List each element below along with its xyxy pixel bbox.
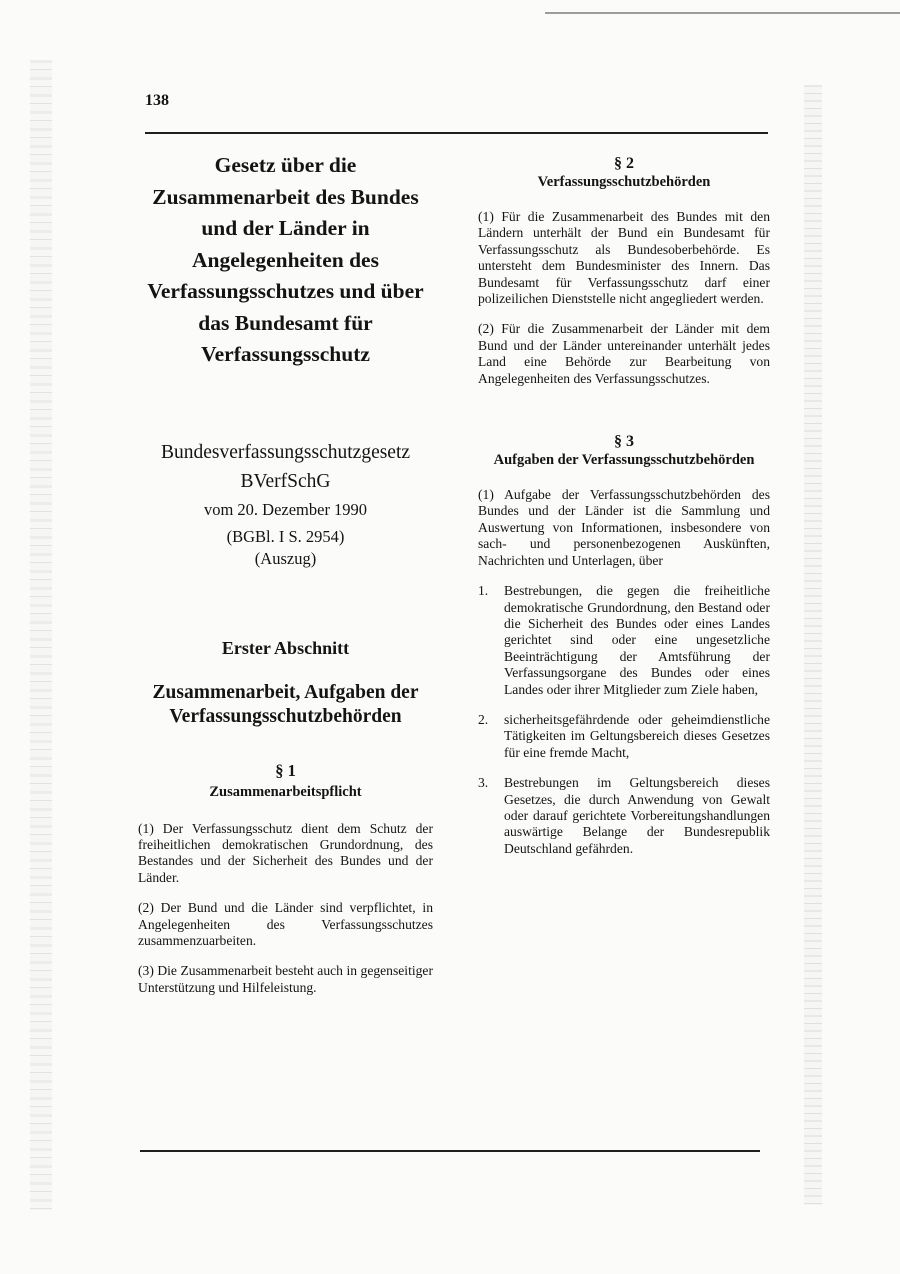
- law-abbreviation: BVerfSchG: [240, 470, 331, 492]
- paragraph-3-sign: § 3: [614, 433, 634, 451]
- paragraph-3-list: [478, 583, 770, 857]
- list-item-text: Bestrebungen, die gegen die freiheitliche demokratische Grundordnung, den Bestand oder die Sicherheit des Bundes oder eines Landes gerichtet sind oder eine ungesetzliche Beeinträchtigung der Amtsführung der Verfassungsorgane des Bundes oder eines Landes oder ihrer Mitglieder zum Ziele haben,: [504, 583, 770, 697]
- paragraph-2-title: Verfassungsschutzbehörden: [537, 174, 711, 190]
- left-column: [138, 150, 433, 996]
- law-citation: [138, 439, 433, 570]
- footer-rule: [140, 1150, 760, 1152]
- paragraph-1-title: Zusammenarbeitspflicht: [209, 783, 362, 800]
- list-item: [478, 712, 770, 761]
- law-short-name: Bundesverfassungsschutzgesetz: [160, 441, 411, 463]
- right-column: [478, 155, 770, 871]
- law-gazette-reference: (BGBl. I S. 2954): [226, 526, 345, 546]
- list-item-text: Bestrebungen im Geltungsbereich dieses Gesetzes, die durch Anwendung von Gewalt oder darauf gerichtete Vorbereitungshandlungen auswärtige Belange der Bundesrepublik Deutschland gefährden.: [504, 775, 770, 856]
- page-number: 138: [145, 92, 169, 109]
- scan-edge-left: [30, 60, 52, 1210]
- section-title: Zusammenarbeit, Aufgaben der Verfassungsschutzbehörden: [152, 681, 419, 727]
- paragraph-3-intro: (1) Aufgabe der Verfassungsschutzbehörden des Bundes und der Länder ist die Sammlung und Auswertung von Informationen, insbesondere von sach- und personenbezogenen Auskünften, Nachrichten und Unterlagen, über: [478, 487, 770, 568]
- paragraph-1-subsection: (3) Die Zusammenarbeit besteht auch in gegenseitiger Unterstützung und Hilfeleistung.: [138, 963, 433, 995]
- paragraph-2-subsection: (2) Für die Zusammenarbeit der Länder mit dem Bund und der Länder untereinander unterhält jedes Land eine Behörde zur Bearbeitung von Angelegenheiten des Verfassungsschutzes.: [478, 321, 770, 386]
- list-item: [478, 583, 770, 698]
- scan-edge-right: [804, 85, 822, 1205]
- law-date: vom 20. Dezember 1990: [203, 499, 368, 519]
- list-item-text: sicherheitsgefährdende oder geheimdienstliche Tätigkeiten im Geltungsbereich dieses Gesetzes für eine fremde Macht,: [504, 711, 770, 760]
- section-heading: Erster Abschnitt: [221, 637, 350, 658]
- list-item-number: 2.: [478, 711, 489, 727]
- header-rule: [145, 132, 768, 134]
- scan-artifact-line: [545, 12, 900, 14]
- paragraph-1-sign: § 1: [275, 760, 296, 780]
- law-title: Gesetz über die Zusammenarbeit des Bundes und der Länder in Angelegenheiten des Verfassungsschutzes und über das Bundesamt für Verfassungsschutz: [147, 153, 424, 366]
- law-extract-note: (Auszug): [254, 548, 317, 568]
- paragraph-1-subsection: (1) Der Verfassungsschutz dient dem Schutz der freiheitlichen demokratischen Grundordnung, des Bestandes und der Sicherheit des Bundes und der Länder.: [138, 820, 433, 885]
- paragraph-2-sign: § 2: [614, 155, 634, 172]
- list-item-number: 1.: [478, 583, 489, 599]
- paragraph-1-subsection: (2) Der Bund und die Länder sind verpflichtet, in Angelegenheiten des Verfassungsschutzes zusammenzuarbeiten.: [138, 900, 433, 948]
- paragraph-3-title: Aufgaben der Verfassungsschutzbehörden: [493, 452, 755, 469]
- list-item-number: 3.: [478, 775, 489, 791]
- paragraph-2-subsection: (1) Für die Zusammenarbeit des Bundes mit den Ländern unterhält der Bund ein Bundesamt für Verfassungsschutz als Bundesoberbehörde. Es untersteht dem Bundesminister des Innern. Das Bundesamt für Verfassungsschutz darf einer polizeilichen Dienststelle nicht angegliedert werden.: [478, 209, 770, 307]
- list-item: [478, 775, 770, 857]
